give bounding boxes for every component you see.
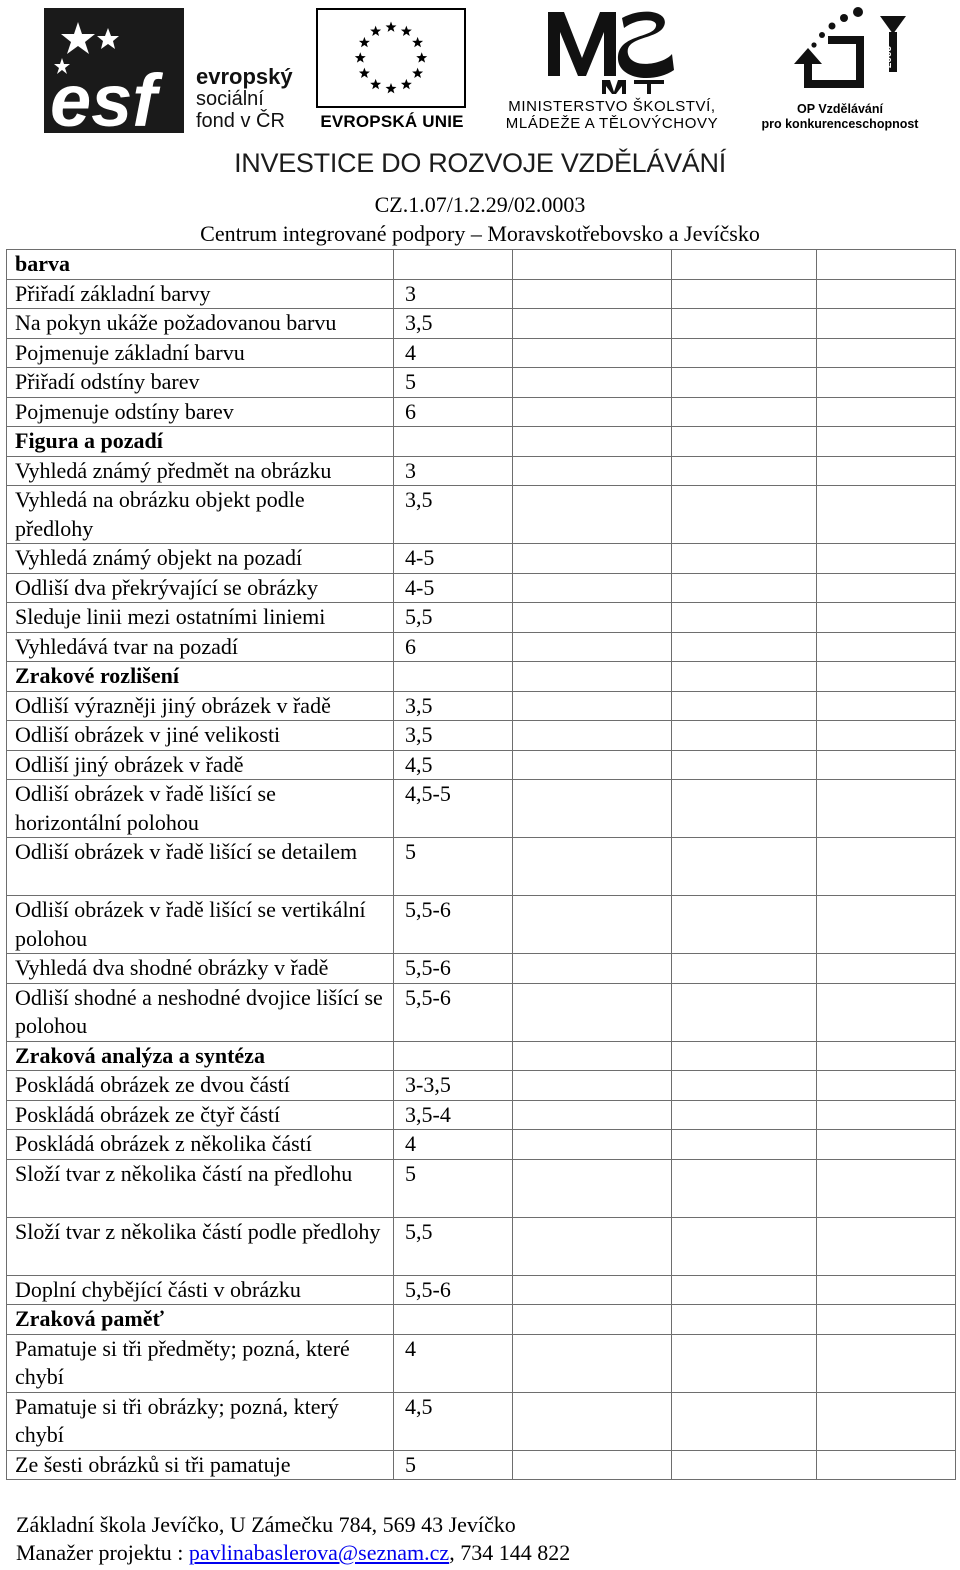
empty-cell bbox=[817, 397, 956, 427]
empty-cell bbox=[513, 486, 672, 544]
empty-cell bbox=[672, 1041, 817, 1071]
table-row bbox=[7, 1100, 956, 1130]
empty-cell bbox=[672, 309, 817, 339]
section-heading-row bbox=[7, 1041, 956, 1071]
skill-cell: Doplní chybějící části v obrázku bbox=[7, 1275, 394, 1305]
age-cell bbox=[394, 662, 513, 692]
empty-cell bbox=[817, 456, 956, 486]
empty-cell bbox=[672, 1334, 817, 1392]
esf-line-1: evropský bbox=[196, 64, 293, 89]
skill-cell: Odliší jiný obrázek v řadě bbox=[7, 750, 394, 780]
empty-cell bbox=[513, 397, 672, 427]
eu-star-icon bbox=[386, 83, 397, 93]
skill-cell: Vyhledává tvar na pozadí bbox=[7, 632, 394, 662]
table-row bbox=[7, 573, 956, 603]
empty-cell bbox=[513, 456, 672, 486]
eu-star-icon bbox=[386, 22, 397, 32]
table-row bbox=[7, 954, 956, 984]
age-cell: 4-5 bbox=[394, 544, 513, 574]
table-row bbox=[7, 486, 956, 544]
empty-cell bbox=[817, 427, 956, 457]
empty-cell bbox=[672, 1275, 817, 1305]
skills-table bbox=[6, 249, 956, 1480]
empty-cell bbox=[513, 632, 672, 662]
eu-star-icon bbox=[401, 79, 412, 89]
slogan: INVESTICE DO ROZVOJE VZDĚLÁVÁNÍ bbox=[234, 148, 726, 178]
empty-cell bbox=[817, 750, 956, 780]
empty-cell bbox=[513, 1130, 672, 1160]
empty-cell bbox=[513, 309, 672, 339]
age-cell bbox=[394, 1305, 513, 1335]
empty-cell bbox=[513, 250, 672, 280]
table-row bbox=[7, 1450, 956, 1480]
empty-cell bbox=[513, 1305, 672, 1335]
empty-cell bbox=[817, 632, 956, 662]
skill-cell: Vyhledá známý objekt na pozadí bbox=[7, 544, 394, 574]
msmt-wordmark bbox=[482, 98, 742, 132]
skill-cell: Zraková analýza a syntéza bbox=[7, 1041, 394, 1071]
empty-cell bbox=[672, 1071, 817, 1101]
empty-cell bbox=[672, 662, 817, 692]
eu-logo bbox=[316, 8, 468, 133]
center-name: Centrum integrované podpory – Moravskotřebovsko a Jevíčsko bbox=[200, 221, 760, 246]
empty-cell bbox=[513, 983, 672, 1041]
age-cell: 4,5 bbox=[394, 1392, 513, 1450]
age-cell: 5 bbox=[394, 1450, 513, 1480]
table-row bbox=[7, 544, 956, 574]
manager-phone: , 734 144 822 bbox=[449, 1540, 571, 1565]
empty-cell bbox=[672, 632, 817, 662]
empty-cell bbox=[672, 721, 817, 751]
opvk-line-2: pro konkurenceschopnost bbox=[761, 117, 919, 131]
table-row bbox=[7, 750, 956, 780]
skill-cell: Složí tvar z několika částí na předlohu bbox=[7, 1159, 394, 1217]
empty-cell bbox=[817, 309, 956, 339]
age-cell: 6 bbox=[394, 397, 513, 427]
age-cell: 4,5-5 bbox=[394, 780, 513, 838]
empty-cell bbox=[672, 983, 817, 1041]
opvk-wordmark bbox=[750, 102, 930, 132]
empty-cell bbox=[672, 1130, 817, 1160]
eu-star-icon bbox=[412, 68, 423, 78]
skill-cell: Přiřadí odstíny barev bbox=[7, 368, 394, 398]
empty-cell bbox=[672, 544, 817, 574]
skill-cell: Zrakové rozlišení bbox=[7, 662, 394, 692]
skill-cell: Odliší výrazněji jiný obrázek v řadě bbox=[7, 691, 394, 721]
project-code: CZ.1.07/1.2.29/02.0003 bbox=[374, 192, 586, 217]
table-row bbox=[7, 397, 956, 427]
skill-cell: Přiřadí základní barvy bbox=[7, 279, 394, 309]
table-row bbox=[7, 983, 956, 1041]
logo-band bbox=[0, 0, 960, 140]
eu-wordmark: EVROPSKÁ UNIE bbox=[320, 112, 464, 131]
empty-cell bbox=[817, 721, 956, 751]
table-row bbox=[7, 603, 956, 633]
empty-cell bbox=[513, 838, 672, 896]
eu-star-icon bbox=[359, 37, 370, 47]
age-cell: 3,5-4 bbox=[394, 1100, 513, 1130]
skill-cell: Pamatuje si tři obrázky; pozná, který chybí bbox=[7, 1392, 394, 1450]
age-cell: 5 bbox=[394, 368, 513, 398]
empty-cell bbox=[513, 1071, 672, 1101]
skill-cell: Odliší obrázek v jiné velikosti bbox=[7, 721, 394, 751]
empty-cell bbox=[672, 397, 817, 427]
empty-cell bbox=[513, 721, 672, 751]
eu-star-icon bbox=[416, 52, 427, 62]
age-cell: 5,5-6 bbox=[394, 983, 513, 1041]
esf-line-3: fond v ČR bbox=[196, 110, 285, 132]
empty-cell bbox=[817, 954, 956, 984]
age-cell bbox=[394, 250, 513, 280]
esf-line-2: sociální bbox=[196, 88, 264, 110]
empty-cell bbox=[817, 1334, 956, 1392]
empty-cell bbox=[817, 603, 956, 633]
empty-cell bbox=[672, 1217, 817, 1275]
empty-cell bbox=[513, 279, 672, 309]
age-cell: 5,5 bbox=[394, 603, 513, 633]
empty-cell bbox=[672, 954, 817, 984]
empty-cell bbox=[513, 1100, 672, 1130]
empty-cell bbox=[817, 1130, 956, 1160]
table-row bbox=[7, 456, 956, 486]
skill-cell: Pojmenuje odstíny barev bbox=[7, 397, 394, 427]
eu-flag-icon bbox=[316, 8, 466, 108]
skills-table-body bbox=[7, 250, 956, 1480]
empty-cell bbox=[672, 838, 817, 896]
age-cell: 4 bbox=[394, 1334, 513, 1392]
age-cell: 5,5-6 bbox=[394, 1275, 513, 1305]
manager-email-link[interactable]: pavlinabaslerova@seznam.cz bbox=[188, 1540, 450, 1565]
age-cell: 5,5 bbox=[394, 1217, 513, 1275]
empty-cell bbox=[817, 983, 956, 1041]
empty-cell bbox=[817, 1041, 956, 1071]
empty-cell bbox=[513, 1334, 672, 1392]
skill-cell: Pamatuje si tři předměty; pozná, které chybí bbox=[7, 1334, 394, 1392]
age-cell: 3-3,5 bbox=[394, 1071, 513, 1101]
table-row bbox=[7, 1275, 956, 1305]
table-row bbox=[7, 896, 956, 954]
empty-cell bbox=[513, 603, 672, 633]
opvk-logo bbox=[750, 6, 930, 136]
empty-cell bbox=[513, 780, 672, 838]
skill-cell: Pojmenuje základní barvu bbox=[7, 338, 394, 368]
table-row bbox=[7, 1159, 956, 1217]
empty-cell bbox=[817, 691, 956, 721]
opvk-line-1: OP Vzdělávání bbox=[797, 102, 883, 116]
empty-cell bbox=[817, 1071, 956, 1101]
empty-cell bbox=[817, 368, 956, 398]
age-cell: 4 bbox=[394, 338, 513, 368]
empty-cell bbox=[513, 338, 672, 368]
age-cell: 3,5 bbox=[394, 691, 513, 721]
table-row bbox=[7, 1130, 956, 1160]
empty-cell bbox=[672, 368, 817, 398]
table-row bbox=[7, 338, 956, 368]
msmt-line-2: MLÁDEŽE A TĚLOVÝCHOVY bbox=[505, 115, 719, 132]
empty-cell bbox=[672, 1305, 817, 1335]
empty-cell bbox=[817, 486, 956, 544]
empty-cell bbox=[513, 1450, 672, 1480]
empty-cell bbox=[513, 544, 672, 574]
esf-wordmark bbox=[196, 66, 293, 132]
empty-cell bbox=[672, 486, 817, 544]
age-cell bbox=[394, 1041, 513, 1071]
empty-cell bbox=[513, 750, 672, 780]
manager-line bbox=[16, 1539, 570, 1567]
skill-cell: Odliší obrázek v řadě lišící se detailem bbox=[7, 838, 394, 896]
skill-cell: Odliší shodné a neshodné dvojice lišící se polohou bbox=[7, 983, 394, 1041]
empty-cell bbox=[672, 456, 817, 486]
empty-cell bbox=[672, 1450, 817, 1480]
age-cell: 5 bbox=[394, 1159, 513, 1217]
age-cell: 6 bbox=[394, 632, 513, 662]
empty-cell bbox=[672, 250, 817, 280]
empty-cell bbox=[672, 691, 817, 721]
age-cell: 5,5-6 bbox=[394, 954, 513, 984]
skill-cell: Vyhledá na obrázku objekt podle předlohy bbox=[7, 486, 394, 544]
empty-cell bbox=[513, 691, 672, 721]
empty-cell bbox=[817, 1450, 956, 1480]
age-cell: 4,5 bbox=[394, 750, 513, 780]
empty-cell bbox=[817, 279, 956, 309]
empty-cell bbox=[672, 603, 817, 633]
empty-cell bbox=[672, 338, 817, 368]
skill-cell: Poskládá obrázek ze dvou částí bbox=[7, 1071, 394, 1101]
skill-cell: Vyhledá známý předmět na obrázku bbox=[7, 456, 394, 486]
empty-cell bbox=[513, 896, 672, 954]
empty-cell bbox=[513, 1217, 672, 1275]
empty-cell bbox=[817, 1217, 956, 1275]
empty-cell bbox=[513, 368, 672, 398]
msmt-mark-icon bbox=[544, 6, 684, 96]
msmt-logo bbox=[482, 6, 742, 136]
age-cell: 5,5-6 bbox=[394, 896, 513, 954]
table-row bbox=[7, 368, 956, 398]
empty-cell bbox=[672, 279, 817, 309]
eu-star-icon bbox=[412, 37, 423, 47]
empty-cell bbox=[513, 662, 672, 692]
empty-cell bbox=[672, 896, 817, 954]
table-row bbox=[7, 780, 956, 838]
empty-cell bbox=[817, 838, 956, 896]
empty-cell bbox=[513, 954, 672, 984]
empty-cell bbox=[513, 1275, 672, 1305]
skill-cell: Zraková paměť bbox=[7, 1305, 394, 1335]
table-row bbox=[7, 1334, 956, 1392]
footer bbox=[16, 1511, 570, 1567]
empty-cell bbox=[817, 544, 956, 574]
empty-cell bbox=[817, 1159, 956, 1217]
age-cell: 3,5 bbox=[394, 721, 513, 751]
table-row bbox=[7, 838, 956, 896]
empty-cell bbox=[817, 1275, 956, 1305]
empty-cell bbox=[513, 1041, 672, 1071]
eu-star-icon bbox=[355, 52, 366, 62]
age-cell: 4 bbox=[394, 1130, 513, 1160]
skill-cell: Poskládá obrázek ze čtyř částí bbox=[7, 1100, 394, 1130]
eu-star-icon bbox=[370, 79, 381, 89]
empty-cell bbox=[672, 750, 817, 780]
esf-logo bbox=[44, 8, 314, 133]
skill-cell: Odliší obrázek v řadě lišící se vertikální polohou bbox=[7, 896, 394, 954]
manager-label: Manažer projektu : bbox=[16, 1540, 189, 1565]
skill-cell: Sleduje linii mezi ostatními liniemi bbox=[7, 603, 394, 633]
section-heading-row bbox=[7, 250, 956, 280]
empty-cell bbox=[672, 1159, 817, 1217]
table-row bbox=[7, 1217, 956, 1275]
age-cell: 3,5 bbox=[394, 309, 513, 339]
opvk-years: 2007-13 bbox=[881, 46, 892, 83]
empty-cell bbox=[672, 1392, 817, 1450]
section-heading-row bbox=[7, 662, 956, 692]
table-row bbox=[7, 1392, 956, 1450]
age-cell: 3 bbox=[394, 279, 513, 309]
age-cell: 3,5 bbox=[394, 486, 513, 544]
empty-cell bbox=[672, 427, 817, 457]
empty-cell bbox=[817, 896, 956, 954]
age-cell: 5 bbox=[394, 838, 513, 896]
esf-mark-icon bbox=[44, 8, 184, 133]
skill-cell: Odliší dva překrývající se obrázky bbox=[7, 573, 394, 603]
skill-cell: Odliší obrázek v řadě lišící se horizontální polohou bbox=[7, 780, 394, 838]
skill-cell: Vyhledá dva shodné obrázky v řadě bbox=[7, 954, 394, 984]
eu-star-icon bbox=[401, 26, 412, 36]
age-cell: 4-5 bbox=[394, 573, 513, 603]
msmt-line-1: MINISTERSTVO ŠKOLSTVÍ, bbox=[508, 98, 716, 115]
section-heading-row bbox=[7, 427, 956, 457]
skill-cell: Ze šesti obrázků si tři pamatuje bbox=[7, 1450, 394, 1480]
table-row bbox=[7, 1071, 956, 1101]
empty-cell bbox=[817, 338, 956, 368]
empty-cell bbox=[817, 1392, 956, 1450]
age-cell: 3 bbox=[394, 456, 513, 486]
opvk-mark-icon bbox=[788, 6, 908, 98]
table-row bbox=[7, 279, 956, 309]
empty-cell bbox=[817, 573, 956, 603]
eu-star-icon bbox=[370, 26, 381, 36]
empty-cell bbox=[513, 1159, 672, 1217]
school-address: Základní škola Jevíčko, U Zámečku 784, 569 43 Jevíčko bbox=[16, 1512, 516, 1537]
empty-cell bbox=[672, 1100, 817, 1130]
empty-cell bbox=[817, 1305, 956, 1335]
skill-cell: Složí tvar z několika částí podle předlohy bbox=[7, 1217, 394, 1275]
table-row bbox=[7, 691, 956, 721]
table-row bbox=[7, 721, 956, 751]
empty-cell bbox=[672, 780, 817, 838]
empty-cell bbox=[817, 1100, 956, 1130]
skill-cell: Poskládá obrázek z několika částí bbox=[7, 1130, 394, 1160]
empty-cell bbox=[513, 427, 672, 457]
empty-cell bbox=[513, 1392, 672, 1450]
eu-star-icon bbox=[359, 68, 370, 78]
table-row bbox=[7, 309, 956, 339]
empty-cell bbox=[817, 780, 956, 838]
skill-cell: barva bbox=[7, 250, 394, 280]
skill-cell: Figura a pozadí bbox=[7, 427, 394, 457]
empty-cell bbox=[817, 250, 956, 280]
skill-cell: Na pokyn ukáže požadovanou barvu bbox=[7, 309, 394, 339]
svg-text:esf: esf bbox=[50, 59, 157, 133]
section-heading-row bbox=[7, 1305, 956, 1335]
empty-cell bbox=[817, 662, 956, 692]
empty-cell bbox=[672, 573, 817, 603]
empty-cell bbox=[513, 573, 672, 603]
table-row bbox=[7, 632, 956, 662]
age-cell bbox=[394, 427, 513, 457]
